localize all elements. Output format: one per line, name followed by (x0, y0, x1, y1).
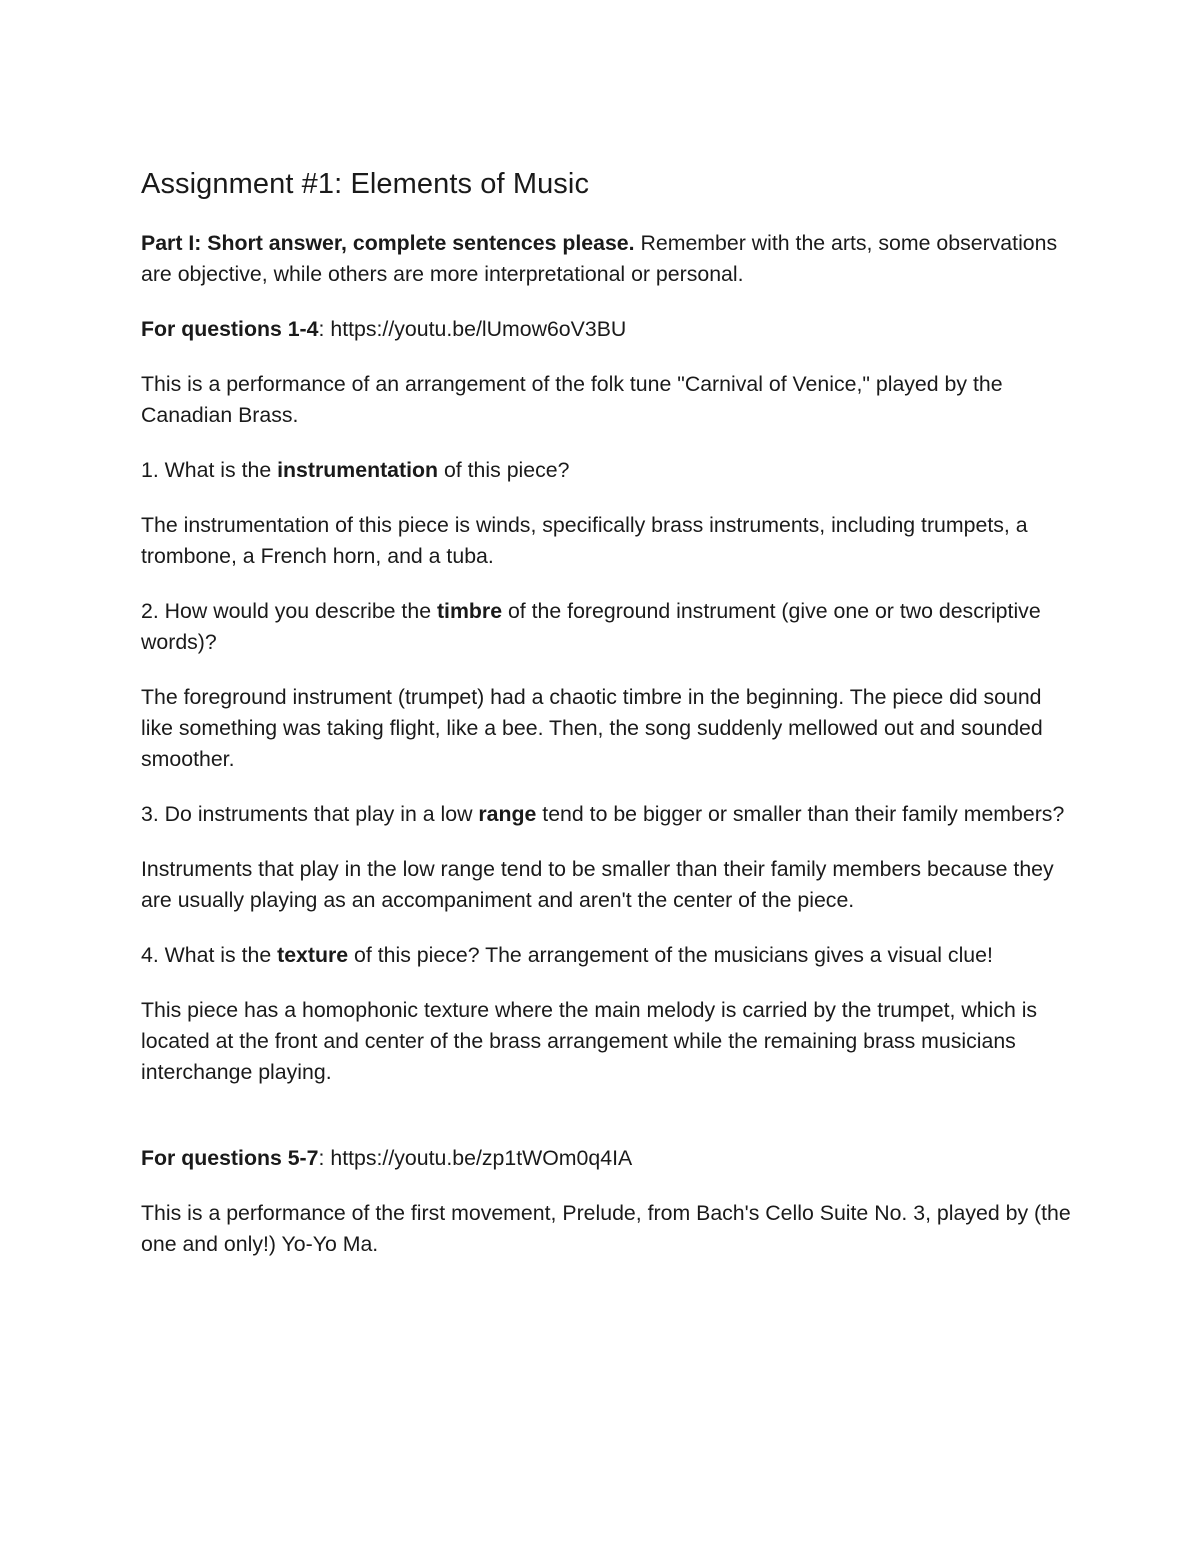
section-two-intro: This is a performance of the first movement, Prelude, from Bach's Cello Suite No. 3, played by (the one and only!) Yo-Yo Ma. (141, 1201, 1071, 1256)
section-one-separator: : (318, 317, 331, 341)
question-3 (141, 799, 1071, 830)
part-one-heading: Part I: Short answer, complete sentences please. (141, 231, 635, 255)
question-2 (141, 596, 1071, 658)
section-one-header (141, 314, 1071, 345)
question-3-after: tend to be bigger or smaller than their family members? (536, 802, 1065, 826)
question-2-term: timbre (436, 599, 503, 623)
document-page (141, 160, 1071, 1260)
answer-1: The instrumentation of this piece is winds, specifically brass instruments, including trumpets, a trombone, a French horn, and a tuba. (141, 513, 1028, 568)
question-2-after: of the foreground instrument (give one or two descriptive words)? (141, 599, 1041, 654)
question-4-after: of this piece? The arrangement of the musicians gives a visual clue! (348, 943, 993, 967)
section-one-intro: This is a performance of an arrangement of the folk tune "Carnival of Venice," played by the Canadian Brass. (141, 372, 1003, 427)
question-4-before: 4. What is the (141, 943, 278, 967)
question-1 (141, 455, 1071, 486)
question-3-before: 3. Do instruments that play in a low (141, 802, 479, 826)
answer-2: The foreground instrument (trumpet) had a chaotic timbre in the beginning. The piece did sound like something was taking flight, like a bee. Then, the song suddenly mellowed out and sounded smoother. (141, 685, 1043, 771)
question-1-before: 1. What is the (141, 458, 278, 482)
answer-4: This piece has a homophonic texture where the main melody is carried by the trumpet, which is located at the front and center of the brass arrangement while the remaining brass musicians interchange playing. (141, 998, 1038, 1084)
question-4-term: texture (277, 943, 349, 967)
section-two-link[interactable]: https://youtu.be/zp1tWOm0q4IA (330, 1146, 633, 1170)
part-one-text: Remember with the arts, some observations are objective, while others are more interpretational or personal. (141, 231, 1058, 286)
document-title: Assignment #1: Elements of Music (141, 168, 590, 200)
section-one-link[interactable]: https://youtu.be/lUmow6oV3BU (330, 317, 627, 341)
question-1-after: of this piece? (438, 458, 570, 482)
question-3-term: range (478, 802, 537, 826)
section-one-label: For questions 1-4 (141, 317, 319, 341)
question-4 (141, 940, 1071, 971)
part-one-instructions (141, 228, 1071, 290)
section-two-label: For questions 5-7 (141, 1146, 319, 1170)
answer-3: Instruments that play in the low range tend to be smaller than their family members because they are usually playing as an accompaniment and aren't the center of the piece. (141, 857, 1054, 912)
section-two-header (141, 1143, 1071, 1174)
question-2-before: 2. How would you describe the (141, 599, 437, 623)
question-1-term: instrumentation (277, 458, 439, 482)
section-two-separator: : (318, 1146, 331, 1170)
